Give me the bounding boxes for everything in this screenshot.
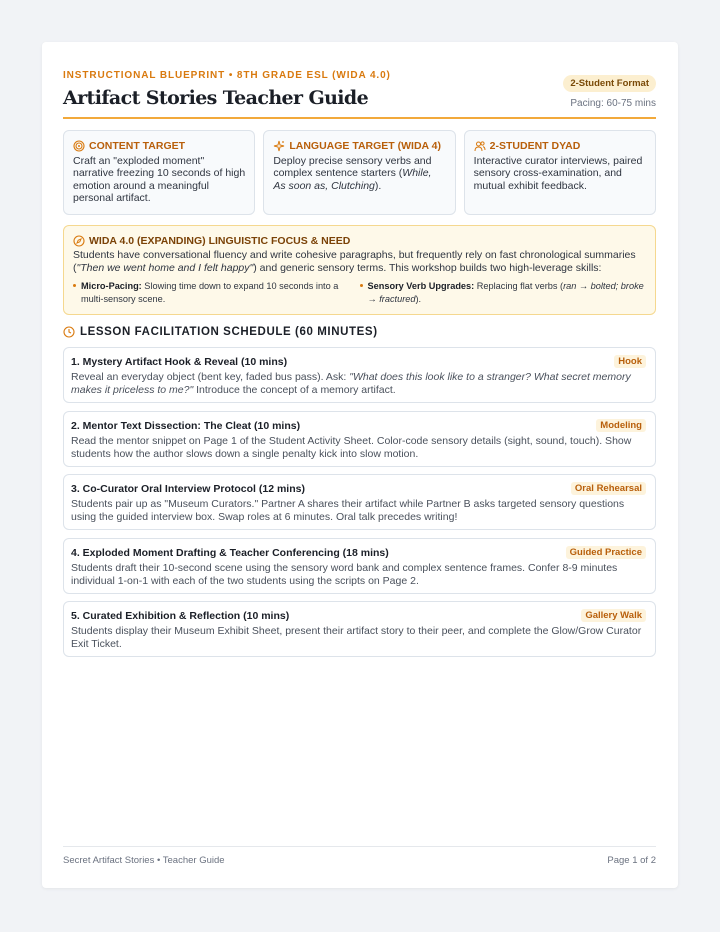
content-target-body: Craft an "exploded moment" narrative freezing 10 seconds of high emotion around a meaningful personal artifact. [73, 155, 246, 205]
step-body: Students draft their 10-second scene using the sensory word bank and complex sentence frames. Confer 8-9 minutes individual 1-on-1 with each of the two students using the scripts on Page 2. [71, 561, 618, 587]
step-tag: Guided Practice [566, 546, 646, 559]
step-card-2 [63, 411, 656, 467]
schedule-steps [63, 347, 656, 665]
step-card-5 [63, 601, 656, 657]
page-footer [63, 846, 656, 866]
language-target-card [263, 130, 455, 215]
target-cards [63, 130, 656, 215]
skill-micro-pacing: Micro-Pacing: Slowing time down to expand 10 seconds into a multi-sensory scene. [73, 280, 360, 306]
pacing-label: Pacing: 60-75 mins [570, 98, 656, 109]
footer-page-number: Page 1 of 2 [607, 855, 656, 866]
step-card-4 [63, 538, 656, 594]
step-title: 2. Mentor Text Dissection: The Cleat (10 mins) [71, 419, 301, 432]
eyebrow-label: INSTRUCTIONAL BLUEPRINT • 8TH GRADE ESL (WIDA 4.0) [63, 70, 391, 81]
step-tag: Gallery Walk [581, 609, 646, 622]
page-header [63, 70, 656, 109]
dyad-title: 2-STUDENT DYAD [489, 140, 581, 152]
dyad-card [464, 130, 656, 215]
guide-page [42, 42, 678, 888]
skill-list [73, 280, 646, 306]
page-title: Artifact Stories Teacher Guide [63, 87, 369, 109]
language-target-title: LANGUAGE TARGET (WIDA 4) [289, 140, 441, 152]
header-divider [63, 117, 656, 119]
header-meta [563, 73, 656, 109]
skill-sensory-verbs: Sensory Verb Upgrades: Replacing flat verbs (ran → bolted; broke → fractured). [360, 280, 647, 306]
page-content [63, 70, 656, 866]
step-body: Students display their Museum Exhibit Sheet, present their artifact story to their peer, and complete the Glow/Grow Curator Exit Ticket. [71, 625, 642, 651]
step-title: 5. Curated Exhibition & Reflection (10 mins) [71, 610, 290, 623]
clock-icon [63, 326, 75, 338]
footer-doc-name: Secret Artifact Stories • Teacher Guide [63, 855, 225, 866]
users-icon [474, 140, 486, 152]
step-body: Students pair up as "Museum Curators." Partner A shares their artifact while Partner B asks targeted sensory questions using the guided interview box. Swap roles at 6 minutes. Oral talk precedes writing! [71, 498, 625, 524]
step-title: 1. Mystery Artifact Hook & Reveal (10 mins) [71, 356, 288, 368]
wida-body: Students have conversational fluency and write cohesive paragraphs, but frequently rely on fast chronological summaries ("Then we went home and I felt happy") and generic sensory terms. This workshop builds two high-leverage skills: [73, 249, 636, 274]
dyad-body: Interactive curator interviews, paired sensory cross-examination, and mutual exhibit feedback. [473, 155, 643, 192]
step-title: 3. Co-Curator Oral Interview Protocol (12 mins) [71, 483, 305, 496]
schedule-heading [63, 326, 378, 338]
step-card-1 [63, 347, 656, 403]
content-target-title: CONTENT TARGET [89, 140, 186, 152]
wida-title: WIDA 4.0 (EXPANDING) LINGUISTIC FOCUS & NEED [89, 235, 351, 247]
target-icon [73, 140, 85, 152]
step-tag: Oral Rehearsal [571, 482, 646, 495]
schedule-title: LESSON FACILITATION SCHEDULE (60 MINUTES) [80, 326, 378, 338]
content-target-card [63, 130, 255, 215]
step-tag: Modeling [596, 419, 646, 432]
compass-icon [73, 235, 85, 247]
step-body: Read the mentor snippet on Page 1 of the Student Activity Sheet. Color-code sensory details (sight, sound, touch). Show students how the author slows down a single penalty kick into slow motion. [71, 434, 632, 460]
sparkle-icon [273, 140, 285, 152]
step-body: Reveal an everyday object (bent key, faded bus pass). Ask: "What does this look like to a stranger? What secret memory makes it priceless to me?" Introduce the concept of a memory artifact. [71, 371, 631, 396]
step-tag: Hook [614, 355, 646, 368]
wida-focus-panel [63, 225, 656, 315]
step-card-3 [63, 474, 656, 530]
step-title: 4. Exploded Moment Drafting & Teacher Conferencing (18 mins) [71, 546, 389, 559]
language-target-body: Deploy precise sensory verbs and complex sentence starters (While, As soon as, Clutching). [273, 155, 432, 192]
format-badge: 2-Student Format [563, 75, 656, 92]
